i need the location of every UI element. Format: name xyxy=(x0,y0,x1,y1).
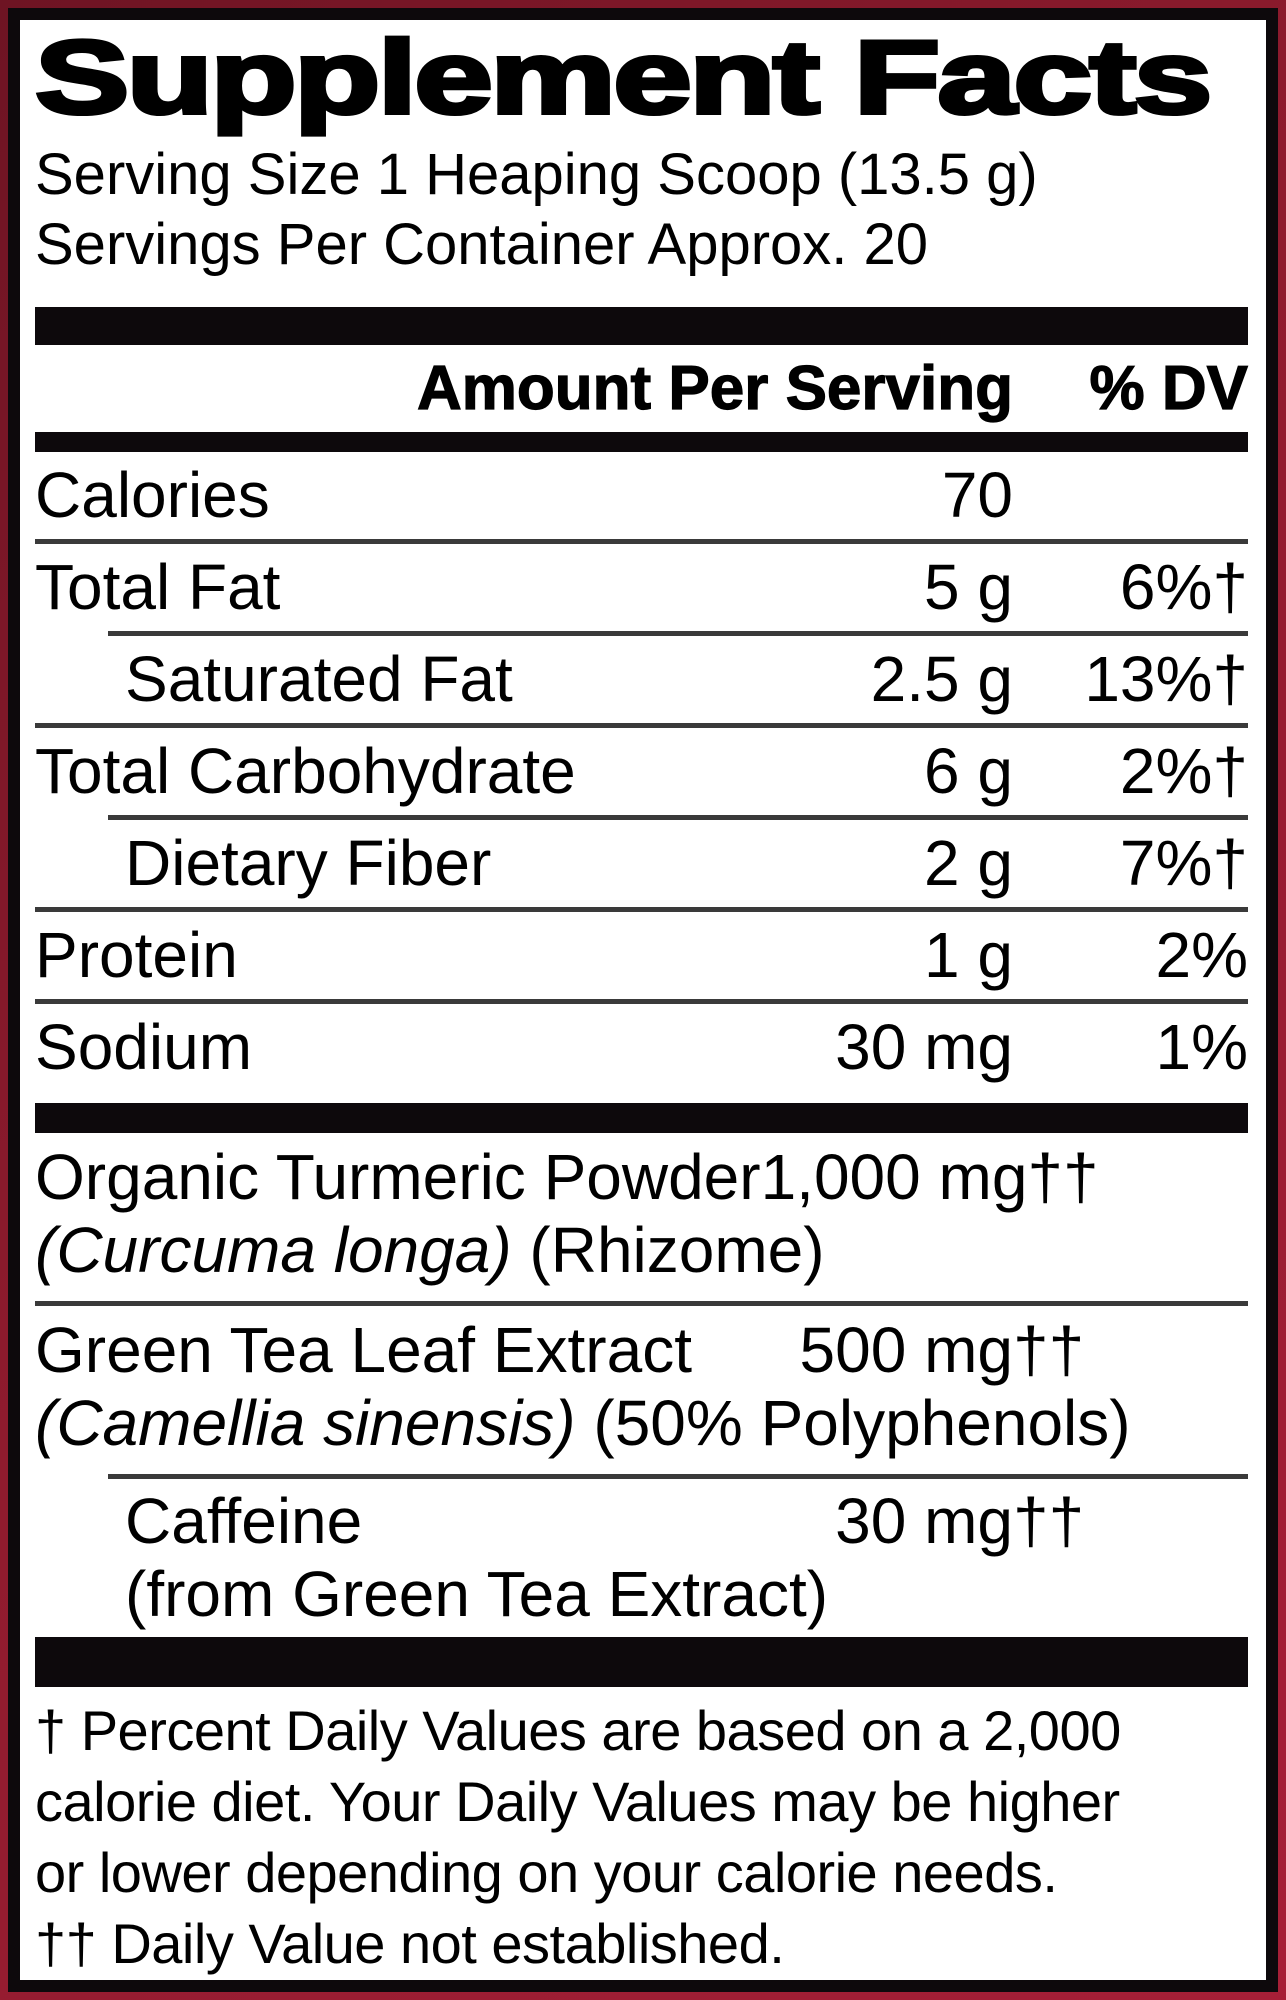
row-label: Organic Turmeric Powder xyxy=(35,1141,761,1213)
row-amount: 5 g xyxy=(924,551,1013,623)
source-text: (from Green Tea Extract) xyxy=(125,1558,829,1630)
row-label: Saturated Fat xyxy=(125,643,513,715)
row-label: Total Carbohydrate xyxy=(35,735,576,807)
botanical-part: (Rhizome) xyxy=(511,1214,825,1286)
supplement-facts-panel xyxy=(8,8,1278,1992)
table-row-green-tea xyxy=(35,1306,1248,1474)
row-label: Calories xyxy=(35,459,270,531)
table-row-protein xyxy=(35,912,1248,999)
table-row-turmeric xyxy=(35,1133,1248,1301)
row-dv: †† xyxy=(1027,1141,1099,1213)
row-label: Green Tea Leaf Extract xyxy=(35,1314,692,1386)
serving-info xyxy=(35,140,1248,280)
section-bar-header xyxy=(35,432,1248,452)
row-amount: 500 mg xyxy=(799,1314,1013,1386)
percent-dv-header: % DV xyxy=(1089,354,1248,423)
servings-per-container-text: Servings Per Container Approx. 20 xyxy=(35,212,929,277)
row-amount: 6 g xyxy=(924,735,1013,807)
row-label: Protein xyxy=(35,919,238,991)
row-amount: 2 g xyxy=(924,827,1013,899)
botanical-name-italic: (Camellia sinensis) xyxy=(35,1387,576,1459)
row-dv: 2% xyxy=(1155,919,1248,991)
row-botanical-detail xyxy=(35,1387,1248,1460)
row-label: Total Fat xyxy=(35,551,281,623)
section-bar-top xyxy=(35,307,1248,345)
row-botanical-detail xyxy=(35,1214,1262,1287)
botanical-name-italic: (Curcuma longa) xyxy=(35,1214,512,1286)
section-bar-footnote xyxy=(35,1637,1248,1687)
row-amount: 2.5 g xyxy=(870,643,1013,715)
row-dv: 7%† xyxy=(1119,827,1248,899)
footnote-line: or lower depending on your calorie needs. xyxy=(35,1841,1058,1904)
row-label: Dietary Fiber xyxy=(125,827,492,899)
table-row-dietary-fiber xyxy=(35,820,1248,907)
page-title: Supplement Facts xyxy=(35,20,1210,136)
row-amount: 70 xyxy=(941,459,1013,531)
table-row-caffeine xyxy=(35,1479,1248,1637)
table-row-total-carbohydrate xyxy=(35,728,1248,815)
footnote-line: †† Daily Value not established. xyxy=(35,1912,785,1975)
row-dv: †† xyxy=(1013,1314,1085,1386)
row-dv: 2%† xyxy=(1119,735,1248,807)
row-label: Sodium xyxy=(35,1011,252,1083)
table-row-calories xyxy=(35,452,1248,539)
row-dv: 13%† xyxy=(1084,643,1248,715)
section-bar-ingredients xyxy=(35,1103,1248,1133)
amount-per-serving-header: Amount Per Serving xyxy=(417,354,1013,423)
row-amount: 30 mg xyxy=(835,1011,1013,1083)
row-amount: 30 mg xyxy=(835,1485,1013,1557)
table-row-saturated-fat xyxy=(35,636,1248,723)
row-dv: 1% xyxy=(1155,1011,1248,1083)
row-amount: 1 g xyxy=(924,919,1013,991)
serving-size-text: Serving Size 1 Heaping Scoop (13.5 g) xyxy=(35,142,1038,207)
botanical-part: (50% Polyphenols) xyxy=(575,1387,1131,1459)
row-source-detail xyxy=(35,1558,1248,1631)
row-label: Caffeine xyxy=(125,1485,363,1557)
table-row-sodium xyxy=(35,1004,1248,1103)
table-header-row xyxy=(35,345,1248,432)
footnotes xyxy=(35,1695,1248,1979)
footnote-line: calorie diet. Your Daily Values may be higher xyxy=(35,1770,1120,1833)
footnote-line: † Percent Daily Values are based on a 2,000 xyxy=(35,1699,1121,1762)
table-row-total-fat xyxy=(35,544,1248,631)
row-dv: †† xyxy=(1013,1485,1085,1557)
row-dv: 6%† xyxy=(1119,551,1248,623)
row-amount: 1,000 mg xyxy=(760,1141,1028,1213)
